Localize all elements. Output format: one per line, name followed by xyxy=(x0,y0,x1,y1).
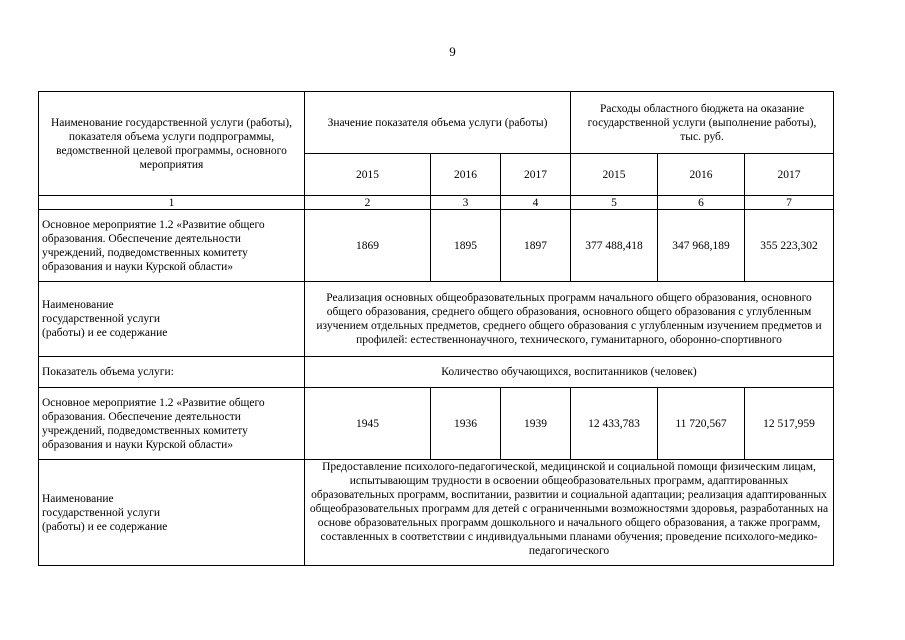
table-row xyxy=(39,357,834,388)
header-row xyxy=(39,92,834,154)
year-volume-2016: 2016 xyxy=(431,154,501,196)
year-budget-2016: 2016 xyxy=(658,154,745,196)
column-number-row xyxy=(39,196,834,210)
year-budget-2017: 2017 xyxy=(745,154,834,196)
indicator-label: Показатель объема услуги: xyxy=(39,357,305,388)
budget-2017: 355 223,302 xyxy=(745,210,834,282)
indicator-content: Количество обучающихся, воспитанников (человек) xyxy=(305,357,834,388)
volume-2017: 1897 xyxy=(501,210,571,282)
service-content: Предоставление психолого-педагогической, медицинской и социальной помощи физическим лицам, испытывающим трудности в освоении общеобразовательных программ, адаптированных образовательных программ, воспитании, развитии и социальной адаптации; реализация адаптированных общеобразовательных программ для детей с ограниченными возможностями здоровья, разработанных на основе образовательных программ дошкольного и начального общего образования, а также программ, составленных в соответствии с индивидуальными планами обучения; проведение психолого-медико-педагогического xyxy=(305,460,834,566)
year-budget-2015: 2015 xyxy=(571,154,658,196)
col-number: 6 xyxy=(658,196,745,210)
header-name-column: Наименование государственной услуги (работы), показателя объема услуги подпрограммы, ведомственной целевой программы, основного мероприятия xyxy=(39,92,305,196)
col-number: 5 xyxy=(571,196,658,210)
budget-2017: 12 517,959 xyxy=(745,388,834,460)
header-volume-column: Значение показателя объема услуги (работы) xyxy=(305,92,571,154)
year-volume-2015: 2015 xyxy=(305,154,431,196)
table-row xyxy=(39,210,834,282)
table-row xyxy=(39,388,834,460)
budget-2016: 347 968,189 xyxy=(658,210,745,282)
service-label: Наименование государственной услуги (работы) и ее содержание xyxy=(39,282,305,357)
volume-2016: 1895 xyxy=(431,210,501,282)
budget-2015: 12 433,783 xyxy=(571,388,658,460)
year-volume-2017: 2017 xyxy=(501,154,571,196)
volume-2016: 1936 xyxy=(431,388,501,460)
volume-2017: 1939 xyxy=(501,388,571,460)
header-budget-column: Расходы областного бюджета на оказание государственной услуги (выполнение работы), тыс. руб. xyxy=(571,92,834,154)
budget-2015: 377 488,418 xyxy=(571,210,658,282)
col-number: 1 xyxy=(39,196,305,210)
table-row xyxy=(39,460,834,566)
col-number: 3 xyxy=(431,196,501,210)
table-row xyxy=(39,282,834,357)
activity-name: Основное мероприятие 1.2 «Развитие общего образования. Обеспечение деятельности учреждений, подведомственных комитету образования и науки Курской области» xyxy=(39,388,305,460)
volume-2015: 1945 xyxy=(305,388,431,460)
budget-2016: 11 720,567 xyxy=(658,388,745,460)
col-number: 4 xyxy=(501,196,571,210)
col-number: 2 xyxy=(305,196,431,210)
page-number: 9 xyxy=(449,44,456,59)
budget-table xyxy=(38,91,834,566)
service-content: Реализация основных общеобразовательных программ начального общего образования, основного общего образования, среднего общего образования, основного общего образования с углубленным изучением отдельных предметов, среднего общего образования с углубленным изучением предметов и профилей: естественнонаучного, технического, гуманитарного, оборонно-спортивного xyxy=(305,282,834,357)
activity-name: Основное мероприятие 1.2 «Развитие общего образования. Обеспечение деятельности учреждений, подведомственных комитету образования и науки Курской области» xyxy=(39,210,305,282)
service-label: Наименование государственной услуги (работы) и ее содержание xyxy=(39,460,305,566)
col-number: 7 xyxy=(745,196,834,210)
volume-2015: 1869 xyxy=(305,210,431,282)
